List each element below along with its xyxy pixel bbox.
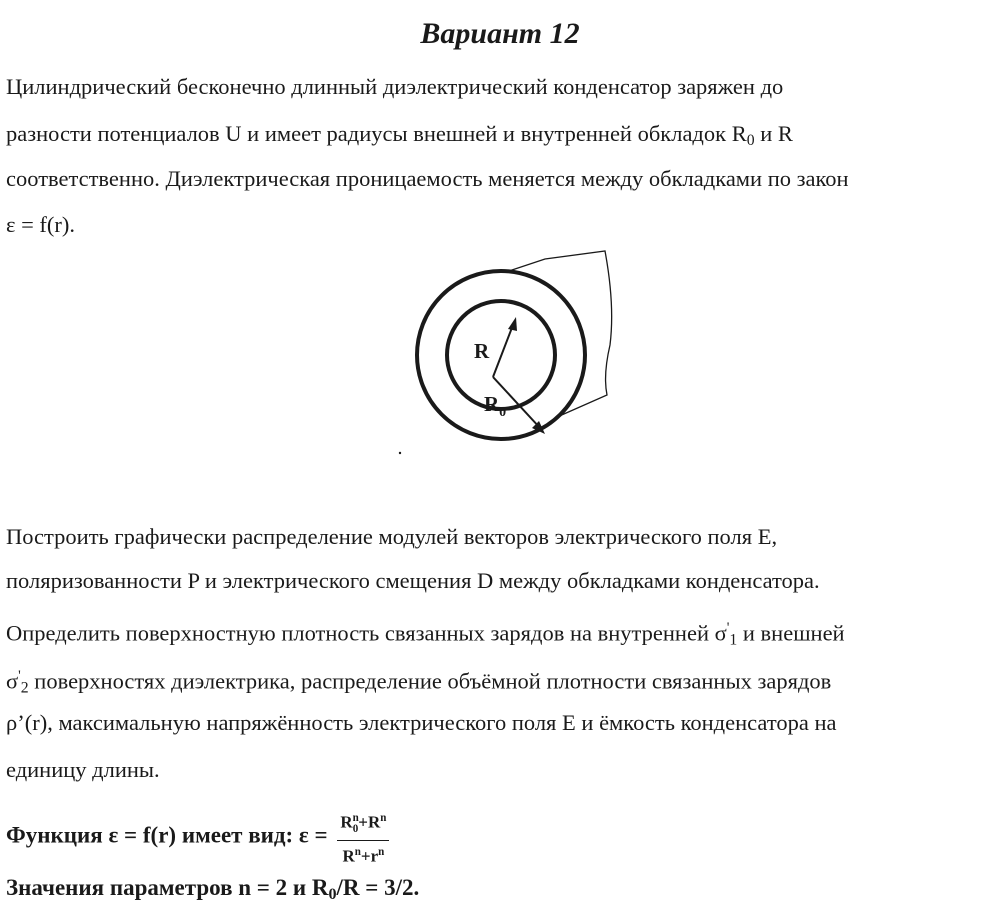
params-r0-subscript: 0	[328, 886, 337, 904]
problem-text-line-1: Цилиндрический бесконечно длинный диэлектрический конденсатор заряжен до	[6, 74, 784, 99]
den-small-r: +r	[360, 846, 379, 866]
parameter-values	[6, 872, 419, 911]
function-definition	[6, 808, 389, 867]
label-r0-main: R	[484, 392, 500, 416]
sigma2-prime: '	[18, 668, 21, 684]
problem-text-line-2-b: и R	[754, 121, 793, 146]
label-r: R	[474, 339, 490, 363]
task-text-line-4-b: поверхностях диэлектрика, распределение объёмной плотности связанных зарядов	[28, 668, 832, 694]
task-text-line-2: поляризованности P и электрического смещения D между обкладками конденсатора.	[6, 568, 820, 593]
task-text-line-3-b: и внешней	[737, 620, 845, 646]
problem-text-line-2-a: разности потенциалов U и имеет радиусы внешней и внутренней обкладок R	[6, 121, 747, 146]
r0-subscript: 0	[746, 131, 755, 149]
task-text-line-4	[6, 661, 831, 703]
problem-text-line-2	[6, 119, 793, 156]
task-text-line-1: Построить графически распределение модулей векторов электрического поля E,	[6, 524, 778, 549]
params-text-b: /R = 3/2.	[336, 875, 420, 900]
num-r-exponent: n	[380, 812, 387, 824]
num-r0-subscript: 0	[352, 823, 359, 836]
num-r0-exponent: n	[352, 812, 359, 824]
den-r: R	[342, 846, 355, 866]
num-r: +R	[358, 812, 381, 832]
function-prefix: Функция ε = f(r) имеет вид: ε =	[6, 822, 328, 848]
task-text-line-6: единицу длины.	[6, 757, 160, 782]
page-title: Вариант 12	[420, 17, 580, 50]
label-r0-subscript: 0	[499, 405, 507, 420]
task-text-line-3	[6, 613, 845, 655]
params-text-a: Значения параметров n = 2 и R	[6, 875, 329, 900]
den-r-exponent: n	[354, 846, 361, 859]
fraction-numerator	[337, 808, 389, 841]
task-text-line-3-a: Определить поверхностную плотность связанных зарядов на внутренней σ	[6, 620, 727, 646]
task-text-line-4-a: σ	[6, 668, 19, 694]
task-text-line-5: ρ’(r), максимальную напряжённость электрического поля E и ёмкость конденсатора на	[6, 710, 837, 735]
den-small-r-exponent: n	[378, 846, 385, 859]
sigma1-prime: '	[726, 620, 730, 636]
stray-dot	[399, 452, 401, 454]
capacitor-figure	[395, 245, 635, 470]
sigma1-subscript: 1	[729, 631, 738, 649]
epsilon-fraction	[337, 808, 389, 867]
problem-text-line-4: ε = f(r).	[6, 212, 75, 237]
problem-text-line-3: соответственно. Диэлектрическая проницаемость меняется между обкладками по закон	[6, 166, 849, 191]
fraction-denominator	[337, 841, 389, 867]
sigma2-subscript: 2	[20, 679, 29, 697]
num-r0: R	[340, 812, 353, 832]
